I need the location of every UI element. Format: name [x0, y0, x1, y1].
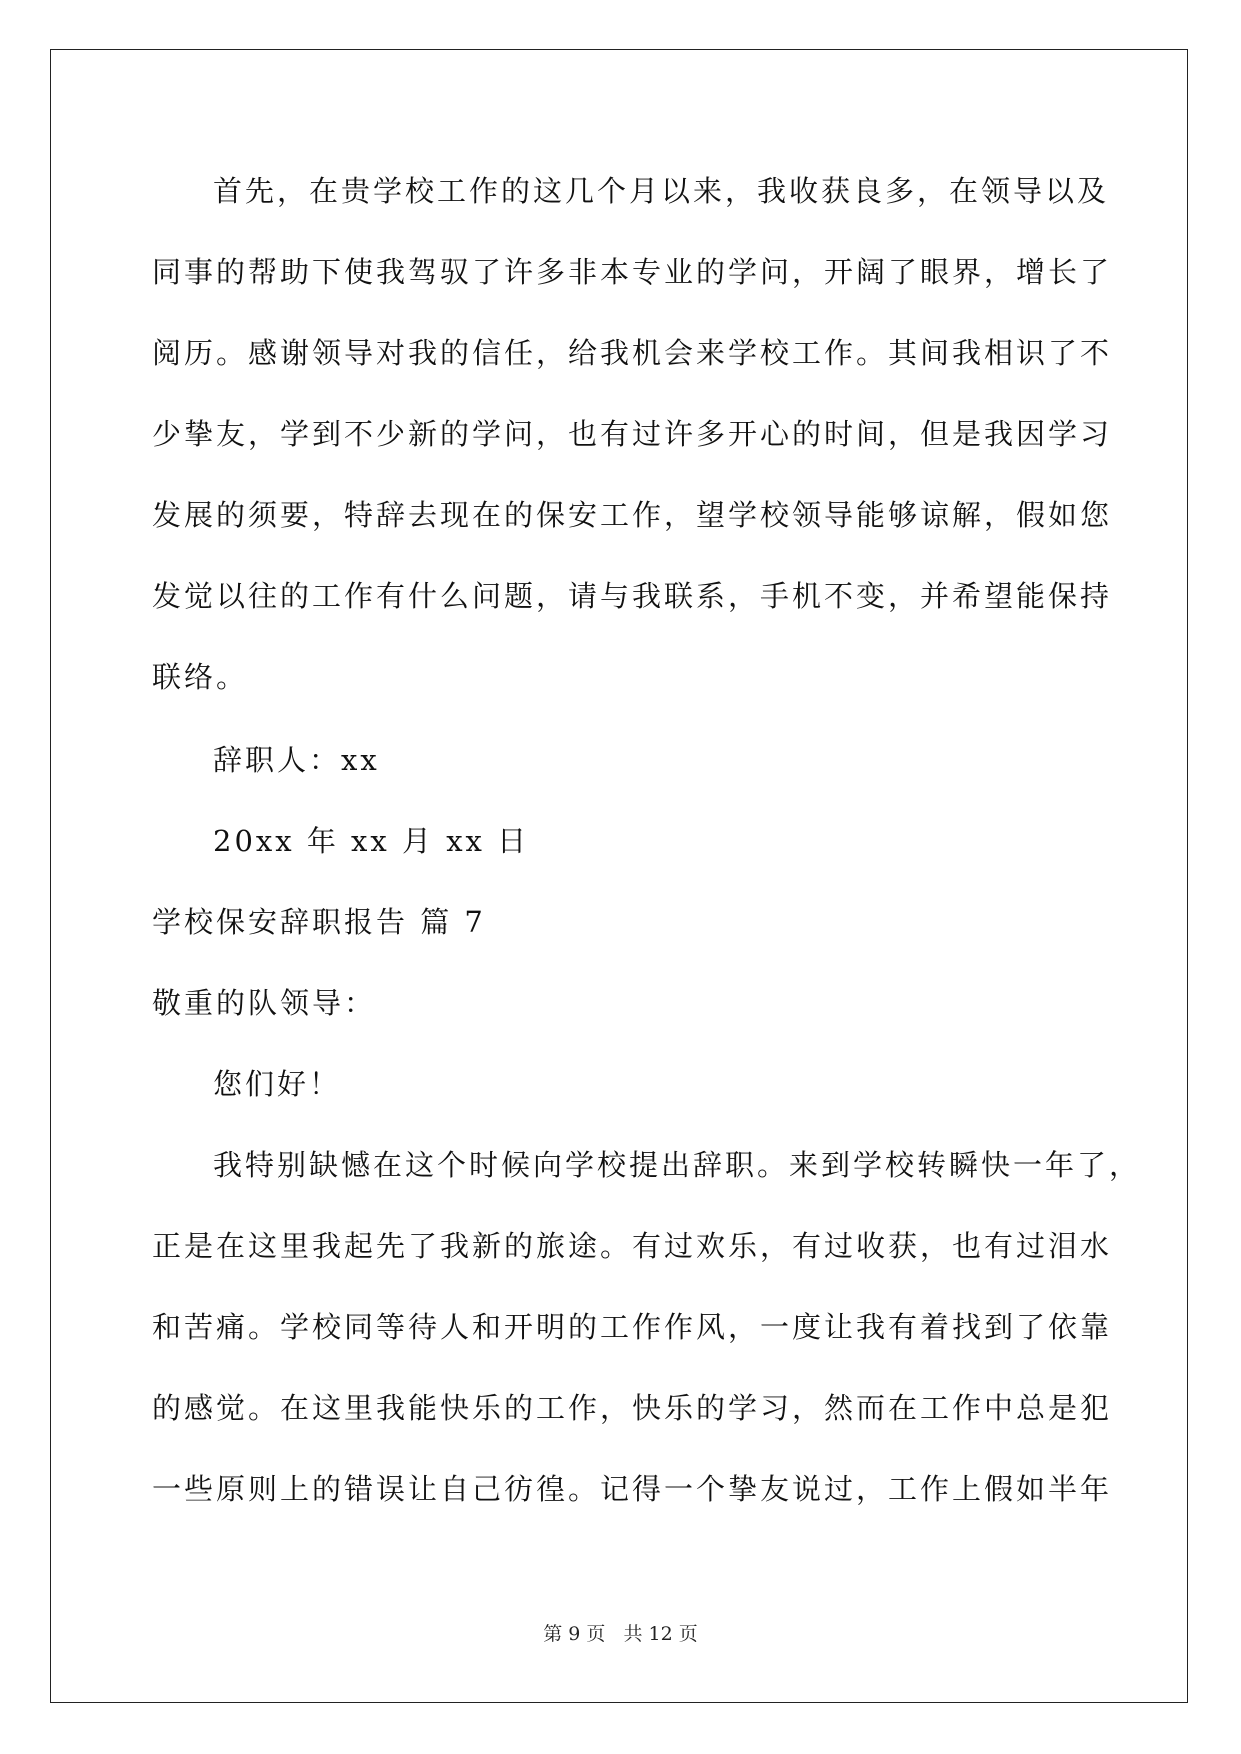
paragraph-line: 一些原则上的错误让自己彷徨。记得一个挚友说过，工作上假如半年 — [152, 1472, 1113, 1506]
paragraph-line: 发展的须要，特辞去现在的保安工作，望学校领导能够谅解，假如您 — [152, 498, 1113, 532]
greeting: 您们好！ — [213, 1067, 342, 1101]
page-number: 第 9 页 — [543, 1623, 606, 1645]
page-border — [50, 49, 1188, 1703]
page-footer — [0, 1621, 1241, 1647]
paragraph-line: 阅历。感谢领导对我的信任，给我机会来学校工作。其间我相识了不 — [152, 336, 1113, 370]
page-total: 共 12 页 — [623, 1623, 698, 1645]
paragraph-line: 首先，在贵学校工作的这几个月以来，我收获良多，在领导以及 — [213, 174, 1110, 208]
paragraph-line: 我特别缺憾在这个时候向学校提出辞职。来到学校转瞬快一年了， — [213, 1148, 1142, 1182]
paragraph-line: 和苦痛。学校同等待人和开明的工作作风，一度让我有着找到了依靠 — [152, 1310, 1113, 1344]
salutation: 敬重的队领导： — [152, 986, 377, 1020]
paragraph-line: 的感觉。在这里我能快乐的工作，快乐的学习，然而在工作中总是犯 — [152, 1391, 1113, 1425]
resigner-signature: 辞职人：xx — [213, 743, 380, 777]
section-title: 学校保安辞职报告 篇 7 — [152, 905, 486, 939]
paragraph-line: 正是在这里我起先了我新的旅途。有过欢乐，有过收获，也有过泪水 — [152, 1229, 1113, 1263]
paragraph-line: 发觉以往的工作有什么问题，请与我联系，手机不变，并希望能保持 — [152, 579, 1113, 613]
signature-date: 20xx 年 xx 月 xx 日 — [213, 824, 530, 858]
paragraph-line: 少挚友，学到不少新的学问，也有过许多开心的时间，但是我因学习 — [152, 417, 1113, 451]
paragraph-line: 同事的帮助下使我驾驭了许多非本专业的学问，开阔了眼界，增长了 — [152, 255, 1113, 289]
paragraph-line: 联络。 — [152, 660, 249, 694]
